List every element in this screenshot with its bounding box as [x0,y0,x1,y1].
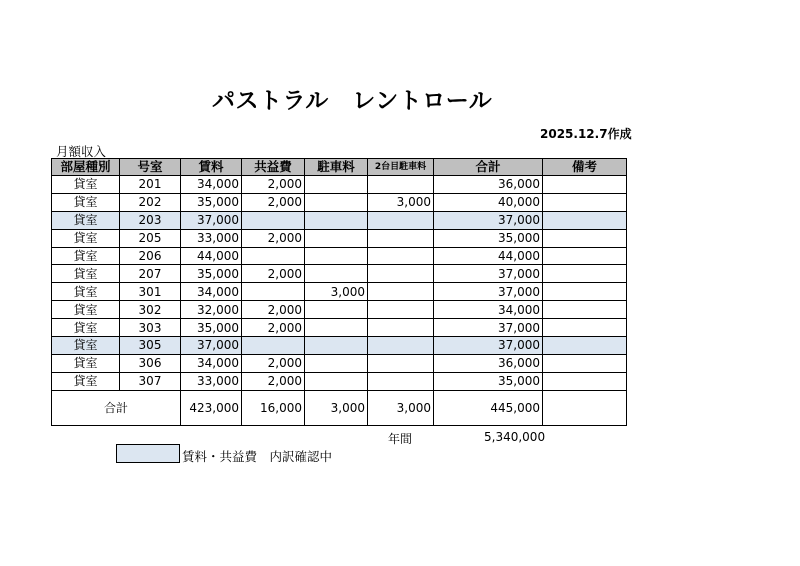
cell-second-parking [368,247,434,265]
cell-rent: 44,000 [181,247,242,265]
cell-room-type: 貸室 [52,247,120,265]
cell-total: 37,000 [434,337,543,355]
cell-second-parking [368,372,434,390]
legend-swatch [116,444,180,463]
cell-second-parking [368,229,434,247]
cell-rent: 33,000 [181,372,242,390]
cell-note [543,283,627,301]
cell-room-number: 303 [120,319,181,337]
cell-note [543,337,627,355]
cell-common-fee: 2,000 [242,229,305,247]
cell-parking [305,301,368,319]
col-total: 合計 [434,159,543,176]
totals-label: 合計 [52,390,181,425]
cell-parking: 3,000 [305,283,368,301]
cell-common-fee: 2,000 [242,319,305,337]
cell-room-type: 貸室 [52,354,120,372]
cell-common-fee [242,247,305,265]
cell-common-fee: 2,000 [242,176,305,194]
table-row [52,337,627,355]
table-row [52,301,627,319]
table-row [52,283,627,301]
cell-rent: 34,000 [181,283,242,301]
cell-rent: 35,000 [181,265,242,283]
cell-room-type: 貸室 [52,229,120,247]
cell-parking [305,211,368,229]
cell-common-fee: 2,000 [242,265,305,283]
legend-text: 賃料・共益費 内訳確認中 [182,449,333,464]
cell-room-number: 202 [120,193,181,211]
cell-total: 35,000 [434,372,543,390]
cell-parking [305,176,368,194]
cell-parking [305,319,368,337]
cell-total: 35,000 [434,229,543,247]
cell-rent: 35,000 [181,319,242,337]
cell-room-number: 206 [120,247,181,265]
col-parking: 駐車料 [305,159,368,176]
table-row [52,211,627,229]
cell-note [543,193,627,211]
cell-parking [305,229,368,247]
table-row [52,354,627,372]
cell-rent: 35,000 [181,193,242,211]
cell-room-number: 301 [120,283,181,301]
cell-room-type: 貸室 [52,176,120,194]
annual-label: 年間 [388,432,413,446]
cell-room-number: 201 [120,176,181,194]
cell-room-number: 305 [120,337,181,355]
cell-rent: 33,000 [181,229,242,247]
table-row [52,265,627,283]
col-room-type: 部屋種別 [52,159,120,176]
cell-total: 37,000 [434,283,543,301]
cell-total: 36,000 [434,354,543,372]
totals-parking2: 3,000 [368,390,434,425]
cell-parking [305,265,368,283]
col-common-fee: 共益費 [242,159,305,176]
cell-parking [305,247,368,265]
cell-total: 36,000 [434,176,543,194]
cell-note [543,265,627,283]
cell-second-parking [368,283,434,301]
cell-note [543,354,627,372]
cell-room-type: 貸室 [52,211,120,229]
cell-common-fee [242,283,305,301]
cell-second-parking [368,211,434,229]
totals-row [52,390,627,425]
cell-rent: 34,000 [181,176,242,194]
cell-parking [305,372,368,390]
table-row [52,176,627,194]
col-notes: 備考 [543,159,627,176]
cell-total: 37,000 [434,265,543,283]
col-room-number: 号室 [120,159,181,176]
page-title: パストラル レントロール [212,88,493,114]
cell-room-number: 307 [120,372,181,390]
cell-common-fee [242,337,305,355]
cell-common-fee: 2,000 [242,372,305,390]
cell-room-number: 205 [120,229,181,247]
cell-second-parking [368,337,434,355]
table-row [52,247,627,265]
cell-rent: 37,000 [181,211,242,229]
col-second-parking: 2台目駐車料 [368,159,434,176]
cell-second-parking [368,354,434,372]
cell-note [543,247,627,265]
created-date: 2025.12.7作成 [540,127,632,141]
cell-room-type: 貸室 [52,319,120,337]
cell-common-fee [242,211,305,229]
totals-note [543,390,627,425]
cell-total: 37,000 [434,211,543,229]
col-rent: 賃料 [181,159,242,176]
totals-parking: 3,000 [305,390,368,425]
cell-room-type: 貸室 [52,301,120,319]
cell-second-parking [368,176,434,194]
cell-note [543,229,627,247]
cell-parking [305,354,368,372]
cell-room-type: 貸室 [52,372,120,390]
cell-second-parking [368,265,434,283]
cell-total: 44,000 [434,247,543,265]
cell-note [543,211,627,229]
cell-note [543,301,627,319]
cell-common-fee: 2,000 [242,354,305,372]
cell-second-parking [368,301,434,319]
cell-parking [305,193,368,211]
section-label: 月額収入 [56,144,107,159]
cell-common-fee: 2,000 [242,193,305,211]
table-row [52,372,627,390]
cell-room-type: 貸室 [52,193,120,211]
totals-rent: 423,000 [181,390,242,425]
cell-rent: 34,000 [181,354,242,372]
cell-room-number: 203 [120,211,181,229]
cell-room-type: 貸室 [52,283,120,301]
cell-note [543,372,627,390]
cell-second-parking: 3,000 [368,193,434,211]
cell-total: 37,000 [434,319,543,337]
annual-value: 5,340,000 [484,430,546,444]
rent-roll-table [51,158,627,426]
totals-total: 445,000 [434,390,543,425]
table-row [52,229,627,247]
cell-room-number: 207 [120,265,181,283]
cell-rent: 32,000 [181,301,242,319]
cell-rent: 37,000 [181,337,242,355]
cell-total: 34,000 [434,301,543,319]
cell-note [543,176,627,194]
cell-second-parking [368,319,434,337]
cell-note [543,319,627,337]
cell-room-type: 貸室 [52,265,120,283]
cell-total: 40,000 [434,193,543,211]
table-body [52,176,627,391]
table-row [52,319,627,337]
table-row [52,193,627,211]
table-header-row [52,159,627,176]
cell-common-fee: 2,000 [242,301,305,319]
cell-room-number: 306 [120,354,181,372]
cell-room-type: 貸室 [52,337,120,355]
cell-room-number: 302 [120,301,181,319]
totals-fee: 16,000 [242,390,305,425]
cell-parking [305,337,368,355]
